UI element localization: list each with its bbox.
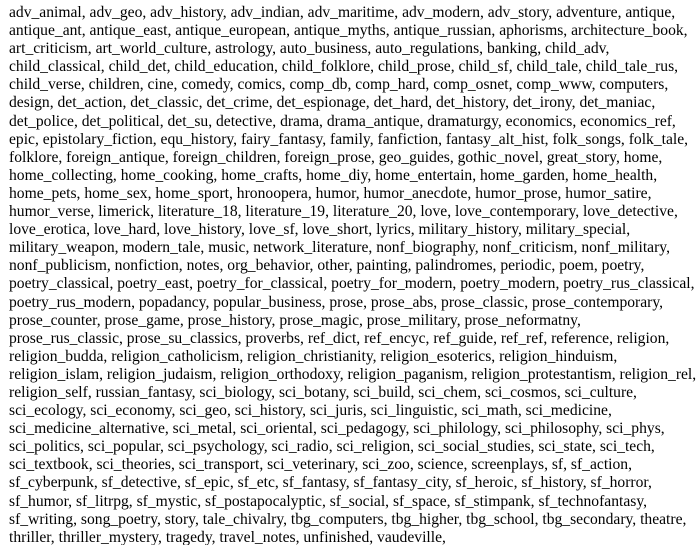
genre-line: nonf_publicism, nonfiction, notes, org_behavior, other, painting, palindromes, periodic, poem, poetry,: [9, 257, 645, 275]
genre-line: home_collecting, home_cooking, home_crafts, home_diy, home_entertain, home_garden, home_health,: [9, 166, 658, 184]
genre-line: humor_verse, limerick, literature_18, literature_19, literature_20, love, love_contemporary, love_detective,: [9, 203, 678, 221]
genre-line: poetry_rus_modern, popadancy, popular_business, prose, prose_abs, prose_classic, prose_contemporary,: [9, 293, 664, 311]
genre-line: det_police, det_political, det_su, detective, drama, drama_antique, dramaturgy, economics, economics_ref,: [9, 112, 676, 130]
genre-line: sci_ecology, sci_economy, sci_geo, sci_history, sci_juris, sci_linguistic, sci_math, sci_medicine,: [9, 402, 612, 420]
genre-line: love_erotica, love_hard, love_history, love_sf, love_short, lyrics, military_history, military_special,: [9, 221, 631, 239]
genre-line: child_classical, child_det, child_education, child_folklore, child_prose, child_sf, child_tale, child_tale_rus,: [9, 58, 679, 76]
genre-line: adv_animal, adv_geo, adv_history, adv_indian, adv_maritime, adv_modern, adv_story, adventure, antique,: [9, 4, 676, 21]
genre-line: prose_rus_classic, prose_su_classics, proverbs, ref_dict, ref_encyc, ref_guide, ref_ref, reference, religion,: [9, 329, 670, 347]
genre-line: child_verse, children, cine, comedy, comics, comp_db, comp_hard, comp_osnet, comp_www, computers,: [9, 76, 669, 94]
genre-line: religion_self, russian_fantasy, sci_biology, sci_botany, sci_build, sci_chem, sci_cosmos, sci_culture,: [9, 383, 637, 401]
genre-line: sci_textbook, sci_theories, sci_transport, sci_veterinary, sci_zoo, science, screenplays, sf, sf_action,: [9, 456, 632, 474]
genre-line: religion_budda, religion_catholicism, religion_christianity, religion_esoterics, religion_hinduism,: [9, 347, 618, 365]
genre-line: prose_counter, prose_game, prose_history, prose_magic, prose_military, prose_neformatny,: [9, 311, 581, 329]
genre-line: design, det_action, det_classic, det_crime, det_espionage, det_hard, det_history, det_irony, det_maniac,: [9, 94, 656, 112]
genre-line: art_criticism, art_world_culture, astrology, auto_business, auto_regulations, banking, child_adv,: [9, 40, 610, 58]
genre-line: military_weapon, modern_tale, music, network_literature, nonf_biography, nonf_criticism, nonf_military,: [9, 239, 670, 257]
genre-line: epic, epistolary_fiction, equ_history, fairy_fantasy, family, fanfiction, fantasy_alt_hist, folk_songs, folk_tale,: [9, 130, 689, 148]
genre-line: religion_islam, religion_judaism, religion_orthodoxy, religion_paganism, religion_protestantism, religion_rel,: [9, 365, 697, 383]
genre-line: sf_writing, song_poetry, story, tale_chivalry, tbg_computers, tbg_higher, tbg_school, tbg_secondary, theatre,: [9, 510, 687, 528]
genre-line: home_pets, home_sex, home_sport, hronoopera, humor, humor_anecdote, humor_prose, humor_satire,: [9, 184, 652, 202]
genre-line: folklore, foreign_antique, foreign_children, foreign_prose, geo_guides, gothic_novel, great_story, home,: [9, 148, 663, 166]
genre-line: sci_politics, sci_popular, sci_psychology, sci_radio, sci_religion, sci_social_studies, sci_state, sci_tech,: [9, 438, 655, 456]
genre-line: thriller, thriller_mystery, tragedy, travel_notes, unfinished, vaudeville,: [9, 528, 446, 545]
genre-line: antique_ant, antique_east, antique_european, antique_myths, antique_russian, aphorisms, architecture_book,: [9, 22, 688, 40]
genre-line: sci_medicine_alternative, sci_metal, sci_oriental, sci_pedagogy, sci_philology, sci_philosophy, sci_phys,: [9, 420, 665, 438]
genre-line: poetry_classical, poetry_east, poetry_for_classical, poetry_for_modern, poetry_modern, poetry_rus_classical,: [9, 275, 695, 293]
genre-line: sf_humor, sf_litrpg, sf_mystic, sf_postapocalyptic, sf_social, sf_space, sf_stimpank, sf_technofantasy,: [9, 492, 648, 510]
genre-line: sf_cyberpunk, sf_detective, sf_epic, sf_etc, sf_fantasy, sf_fantasy_city, sf_heroic, sf_history, sf_horror,: [9, 474, 652, 492]
